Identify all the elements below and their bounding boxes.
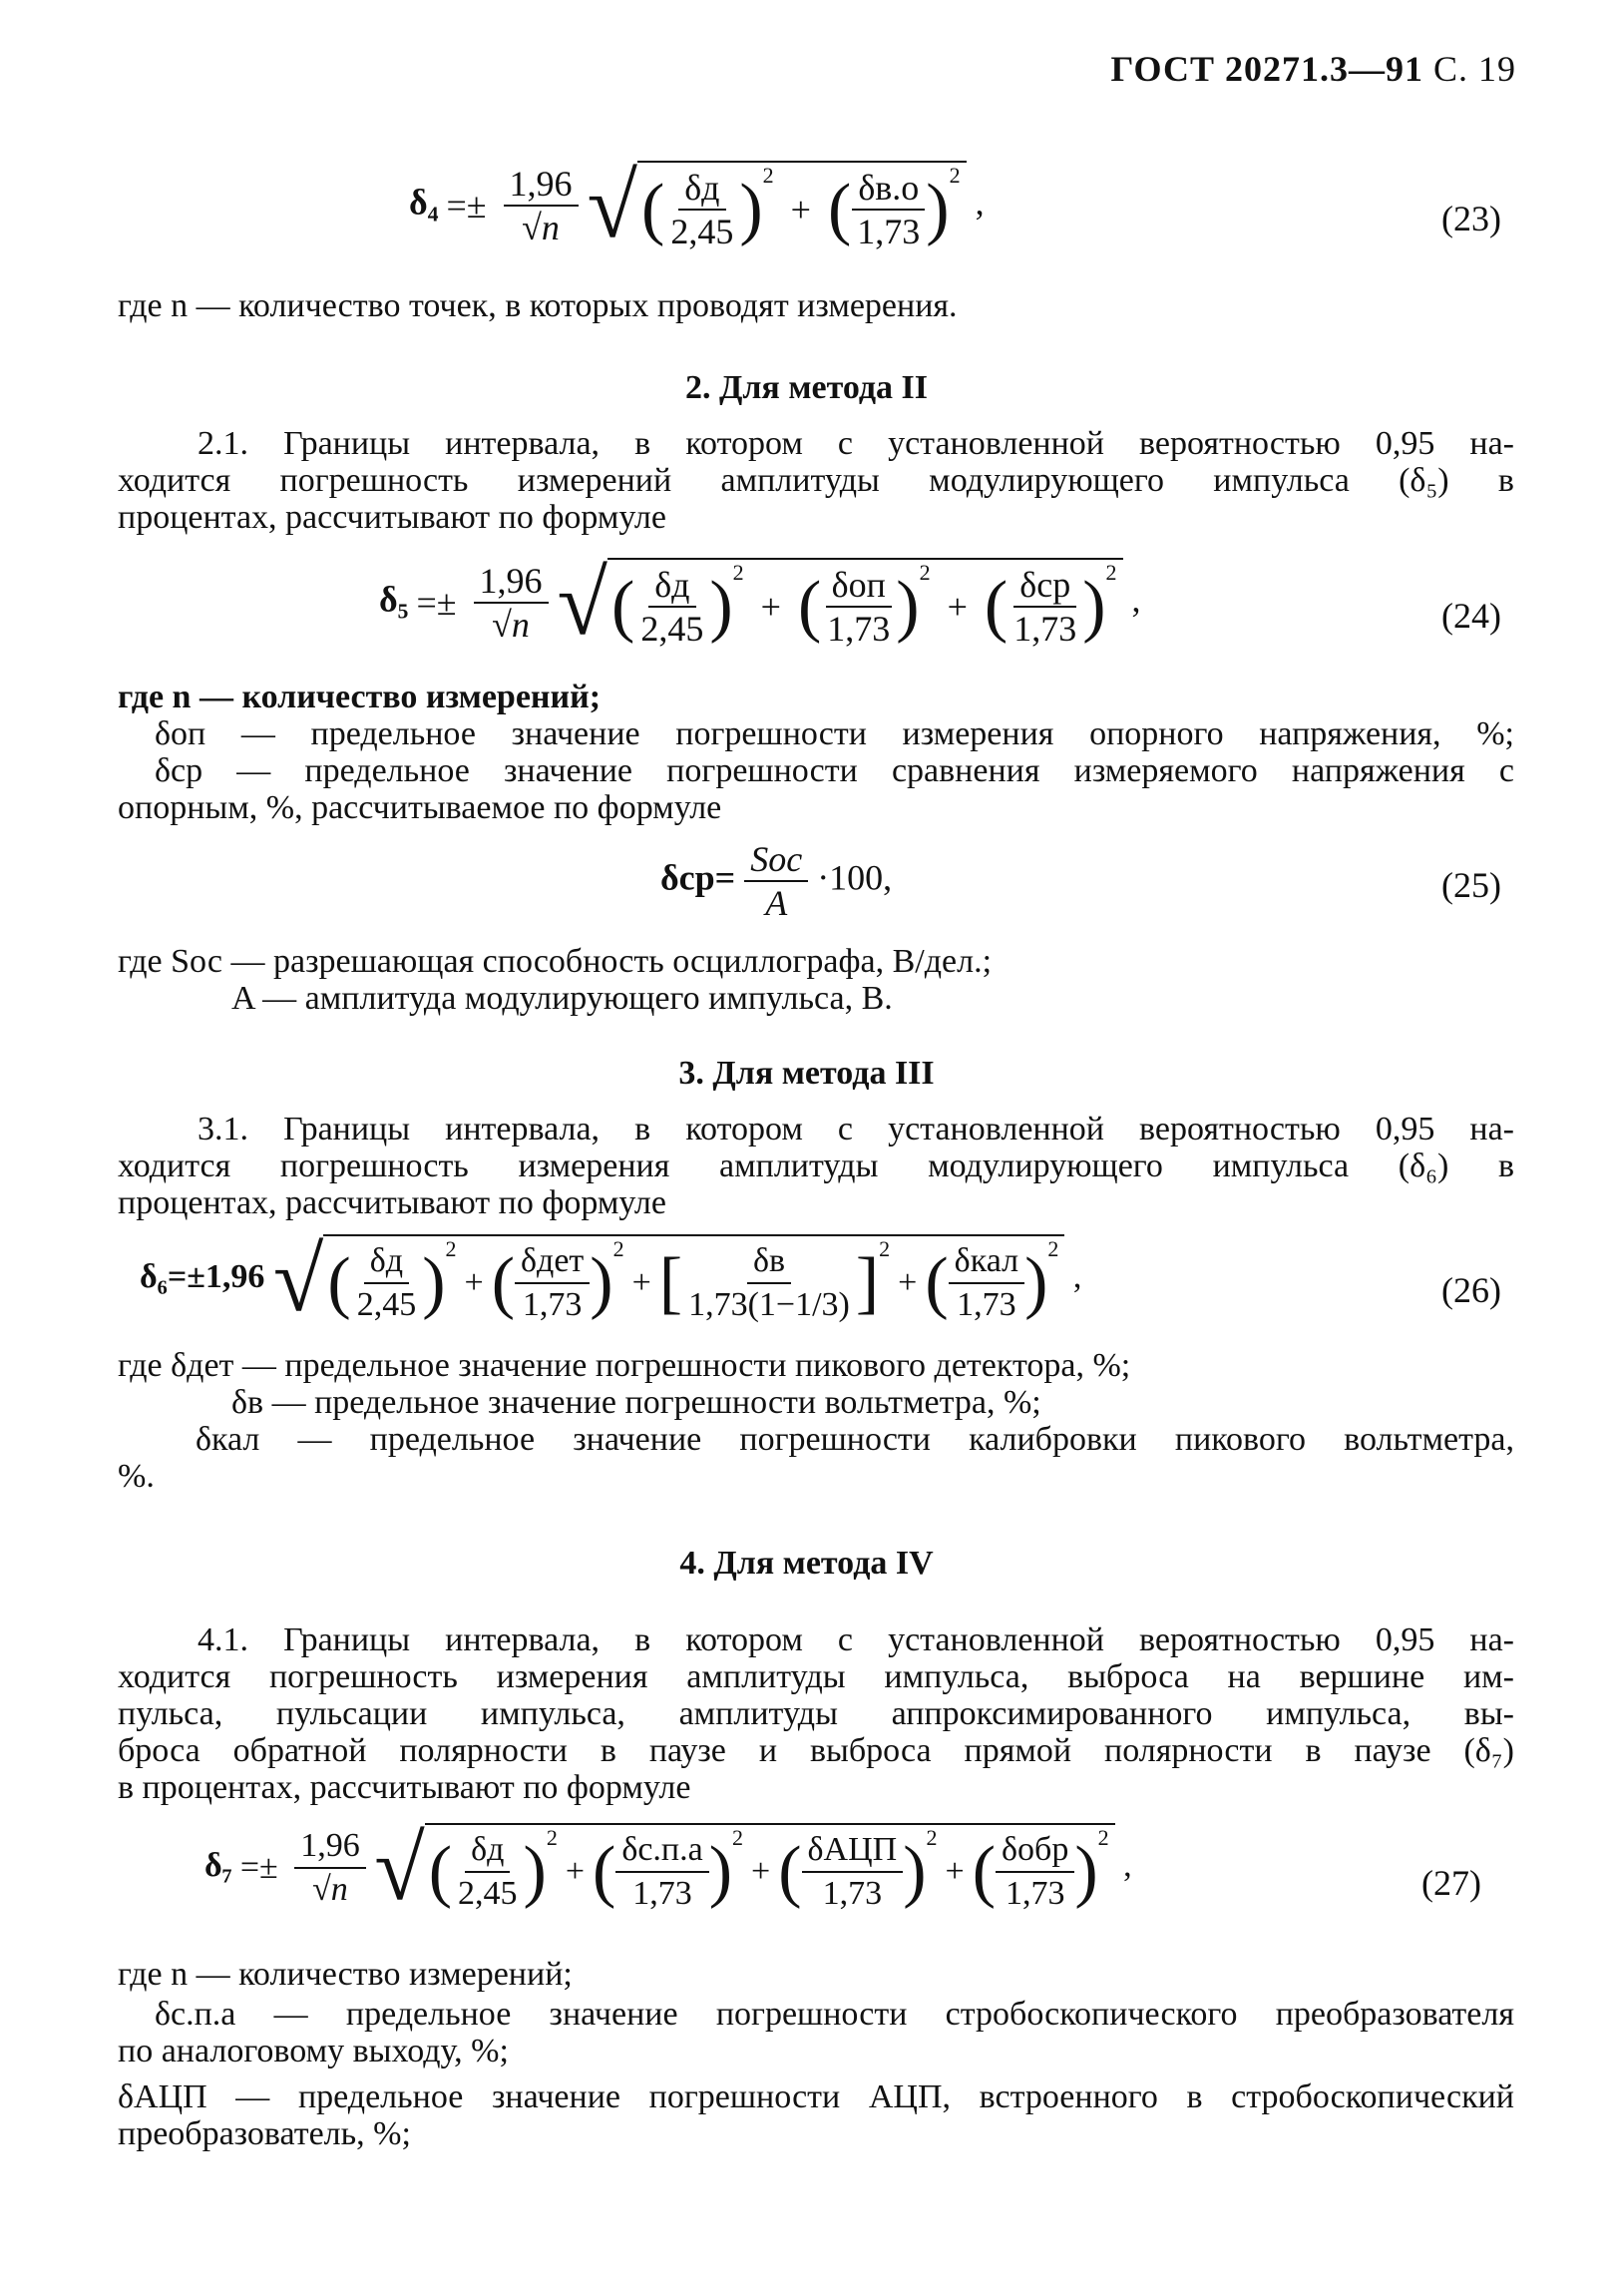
frac-den: √n: [492, 605, 530, 645]
sec2-def-cp-line2: опорным, %, рассчитываемое по формуле: [118, 789, 722, 826]
term-den: 1,73: [1013, 609, 1077, 649]
frac-num: Sос: [744, 840, 808, 882]
formula-lhs: δср=: [660, 857, 736, 898]
term-num: δср: [1013, 566, 1076, 608]
formula-27: δ₇ =± $\frac{1,96}{√n}$ √( $\frac{\delta д}{2,45}$ )$^2$+ ( $\frac{\delta с.п.а}{1,73}$ )$^2$+ ( $\frac{\text{δАЦП}}{1,73}$ )$^2$+ ( $\frac{\text{δобр}}{1,73}$ )$^2$ ,: [204, 1817, 1132, 1919]
term-den: 1,73: [522, 1286, 583, 1323]
sec2-def-n: где n — количество измерений;: [118, 679, 602, 715]
sec2-para-line3: процентах, рассчитывают по формуле: [118, 499, 666, 536]
sec3-def-det: где δдет — предельное значение погрешности пикового детектора, %;: [118, 1347, 1131, 1384]
term-num: δдет: [515, 1242, 590, 1284]
sec4-def-spa-line1: δс.п.а — предельное значение погрешности стробоскопического преобразователя: [155, 1996, 1514, 2033]
frac-den: √n: [312, 1871, 348, 1908]
sec3-para-line1: 3.1. Границы интервала, в котором с установленной вероятностью 0,95 на-: [198, 1111, 1514, 1148]
frac-den: √n: [522, 208, 560, 247]
text-n-points: где n — количество точек, в которых проводят измерения.: [118, 287, 958, 324]
sec4-para-line5: в процентах, рассчитывают по формуле: [118, 1769, 691, 1806]
term-den: 1,73: [857, 212, 921, 251]
sec2-def-soc: где Sос — разрешающая способность осциллографа, В/дел.;: [118, 943, 993, 980]
formula-rest: ·100,: [817, 857, 893, 898]
formula-end: ,: [1131, 579, 1141, 620]
term-den: 1,73: [632, 1875, 692, 1912]
term-den: 2,45: [458, 1875, 518, 1912]
sec4-para-line2: ходится погрешность измерения амплитуды импульса, выброса на вершине им-: [118, 1658, 1514, 1695]
section-3-title: 3. Для метода III: [678, 1055, 935, 1092]
term-den: 2,45: [640, 609, 704, 649]
frac-num: 1,96: [504, 165, 579, 207]
term-num: δв.о: [852, 169, 925, 211]
term-num: δд: [465, 1831, 510, 1873]
sec3-def-v: δв — предельное значение погрешности вольтметра, %;: [231, 1384, 1041, 1421]
term-den: 2,45: [670, 212, 734, 251]
sec3-para-line3: процентах, рассчитывают по формуле: [118, 1184, 666, 1221]
equation-number-24: (24): [1441, 596, 1501, 636]
term-num: δобр: [996, 1831, 1074, 1873]
formula-lhs: δ₅: [379, 579, 409, 620]
term-num: δв: [747, 1242, 791, 1284]
term-num: δАЦП: [802, 1831, 904, 1873]
term-num: δд: [678, 169, 725, 211]
sec2-para-line2: ходится погрешность измерений амплитуды модулирующего импульса (δ₅) в: [118, 462, 1514, 499]
formula-lhs: δ₇: [204, 1846, 232, 1884]
standard-number: ГОСТ 20271.3—91: [1110, 49, 1423, 89]
equation-number-26: (26): [1441, 1270, 1501, 1310]
frac-num: 1,96: [474, 562, 549, 604]
sec3-def-kal-line1: δкал — предельное значение погрешности калибровки пикового вольтметра,: [196, 1421, 1514, 1458]
frac-den: A: [765, 883, 788, 923]
sec2-def-cp-line1: δср — предельное значение погрешности сравнения измеряемого напряжения с: [155, 752, 1514, 789]
term-den: 1,73: [957, 1286, 1016, 1323]
formula-lhs: δ₄: [409, 182, 439, 223]
sec2-def-a: A — амплитуда модулирующего импульса, В.: [231, 980, 893, 1017]
page-number: С. 19: [1432, 49, 1516, 89]
sec4-para-line3: пульса, пульсации импульса, амплитуды аппроксимированного импульса, вы-: [118, 1695, 1514, 1732]
term-den: 1,73(1−1/3): [688, 1286, 850, 1323]
term-den: 2,45: [356, 1286, 417, 1323]
term-num: δд: [648, 566, 695, 608]
term-num: δкал: [949, 1242, 1024, 1284]
sec4-para-line1: 4.1. Границы интервала, в котором с установленной вероятностью 0,95 на-: [198, 1621, 1514, 1658]
term-den: 1,73: [822, 1875, 883, 1912]
sec2-para-line1: 2.1. Границы интервала, в котором с установленной вероятностью 0,95 на-: [198, 425, 1514, 462]
section-2-title: 2. Для метода II: [684, 369, 929, 406]
formula-23: δ₄ =± $\frac{1,96}{√n}$ √( $\frac{\delta д}{2,45}$ )$^2$ + ( $\frac{\delta в.о}{1,73}$ )$^2$ ,: [409, 155, 985, 256]
equation-number-23: (23): [1441, 199, 1501, 238]
sec4-para-line4: броса обратной полярности в паузе и выброса прямой полярности в паузе (δ₇): [118, 1732, 1514, 1769]
sec4-def-acp-line1: δАЦП — предельное значение погрешности АЦП, встроенного в стробоскопический: [118, 2078, 1514, 2115]
equation-number-25: (25): [1441, 865, 1501, 905]
term-num: δд: [364, 1242, 409, 1284]
sec4-def-spa-line2: по аналоговому выходу, %;: [118, 2033, 509, 2069]
term-den: 1,73: [1005, 1875, 1065, 1912]
sec3-para-line2: ходится погрешность измерения амплитуды модулирующего импульса (δ₆) в: [118, 1148, 1514, 1184]
formula-end: ,: [1123, 1846, 1132, 1884]
term-num: δс.п.а: [615, 1831, 708, 1873]
term-num: δоп: [826, 566, 892, 608]
frac-num: 1,96: [294, 1827, 366, 1869]
sec2-def-op: δоп — предельное значение погрешности измерения опорного напряжения, %;: [155, 715, 1514, 752]
sec4-def-n: где n — количество измерений;: [118, 1956, 573, 1993]
page-header: [998, 48, 1516, 90]
formula-26: δ₆=±1,96 √( $\frac{\delta д}{2,45}$ )$^2$+ ( $\frac{\text{δдет}}{1,73}$ )$^2$+ [ $\frac{\delta в}{1,73(1-1/3)}$ ]$^2$+ ( $\frac{\text{δкал}}{1,73}$ )$^2$ ,: [140, 1228, 1082, 1330]
section-4-title: 4. Для метода IV: [679, 1545, 934, 1582]
sec3-def-kal-line2: %.: [118, 1458, 155, 1495]
formula-25: [660, 840, 892, 922]
formula-end: ,: [975, 182, 985, 223]
term-den: 1,73: [827, 609, 891, 649]
sec4-def-acp-line2: преобразователь, %;: [118, 2115, 411, 2152]
formula-end: ,: [1072, 1257, 1082, 1295]
equation-number-27: (27): [1421, 1863, 1481, 1903]
formula-lhs: δ₆=±1,96: [140, 1257, 265, 1295]
formula-24: δ₅ =± $\frac{1,96}{√n}$ √( $\frac{\delta д}{2,45}$ )$^2$ + ( $\frac{\text{δоп}}{1,73}$ )$^2$ + ( $\frac{\text{δср}}{1,73}$ )$^2$ ,: [379, 552, 1141, 654]
